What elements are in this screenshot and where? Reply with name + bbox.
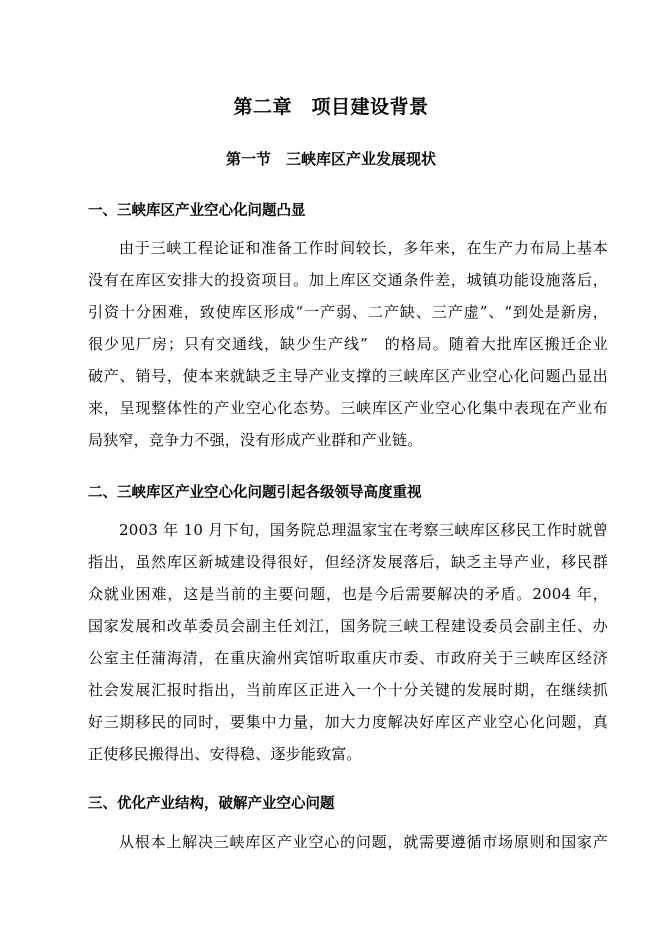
- text-line: 好三期移民的同时，要集中力量，加大力度解决好库区产业空心化问题，真: [88, 713, 608, 731]
- text-line: 2003 年 10 月下旬，国务院总理温家宝在考察三峡库区移民工作时就曾: [119, 521, 608, 539]
- text-line: 没有在库区安排大的投资项目。加上库区交通条件差，城镇功能设施落后，: [88, 271, 608, 289]
- text-line: 国家发展和改革委员会副主任刘江，国务院三峡工程建设委员会副主任、办: [88, 617, 608, 635]
- section-title: 第一节 三峡库区产业发展现状: [225, 150, 436, 168]
- paragraph: [88, 232, 608, 456]
- text-line: 正使移民搬得出、安得稳、逐步能致富。: [88, 745, 362, 763]
- text-line: 局狭窄，竞争力不强，没有形成产业群和产业链。: [88, 431, 423, 449]
- subsection-heading: 二、三峡库区产业空心化问题引起各级领导高度重视: [88, 485, 422, 501]
- text-line: 很少见厂房；只有交通线，缺少生产线” 的格局。随着大批库区搬迁企业: [88, 335, 608, 353]
- text-line: 破产、销号，使本来就缺乏主导产业支撑的三峡库区产业空心化问题凸显出: [88, 367, 608, 385]
- paragraph: [88, 514, 608, 770]
- text-line: 由于三峡工程论证和准备工作时间较长，多年来，在生产力布局上基本: [119, 239, 608, 257]
- text-line: 从根本上解决三峡库区产业空心的问题，就需要遵循市场原则和国家产: [119, 833, 608, 851]
- subsection-heading: 三、优化产业结构，破解产业空心问题: [88, 796, 335, 812]
- text-line: 社会发展汇报时指出，当前库区正进入一个十分关键的发展时期，在继续抓: [88, 681, 608, 699]
- paragraph: [88, 826, 608, 858]
- text-line: 来，呈现整体性的产业空心化态势。三峡库区产业空心化集中表现在产业布: [88, 399, 608, 417]
- text-line: 指出，虽然库区新城建设得很好，但经济发展落后，缺乏主导产业，移民群: [88, 553, 608, 571]
- text-line: 公室主任蒲海清，在重庆渝州宾馆听取重庆市委、市政府关于三峡库区经济: [88, 649, 608, 667]
- subsection-heading: 一、三峡库区产业空心化问题凸显: [88, 203, 306, 219]
- text-line: 众就业困难，这是当前的主要问题，也是今后需要解决的矛盾。2004 年，: [88, 585, 608, 603]
- text-line: 引资十分困难，致使库区形成“一产弱、二产缺、三产虚”、“到处是新房，: [88, 303, 608, 321]
- chapter-title: 第二章 项目建设背景: [233, 96, 429, 118]
